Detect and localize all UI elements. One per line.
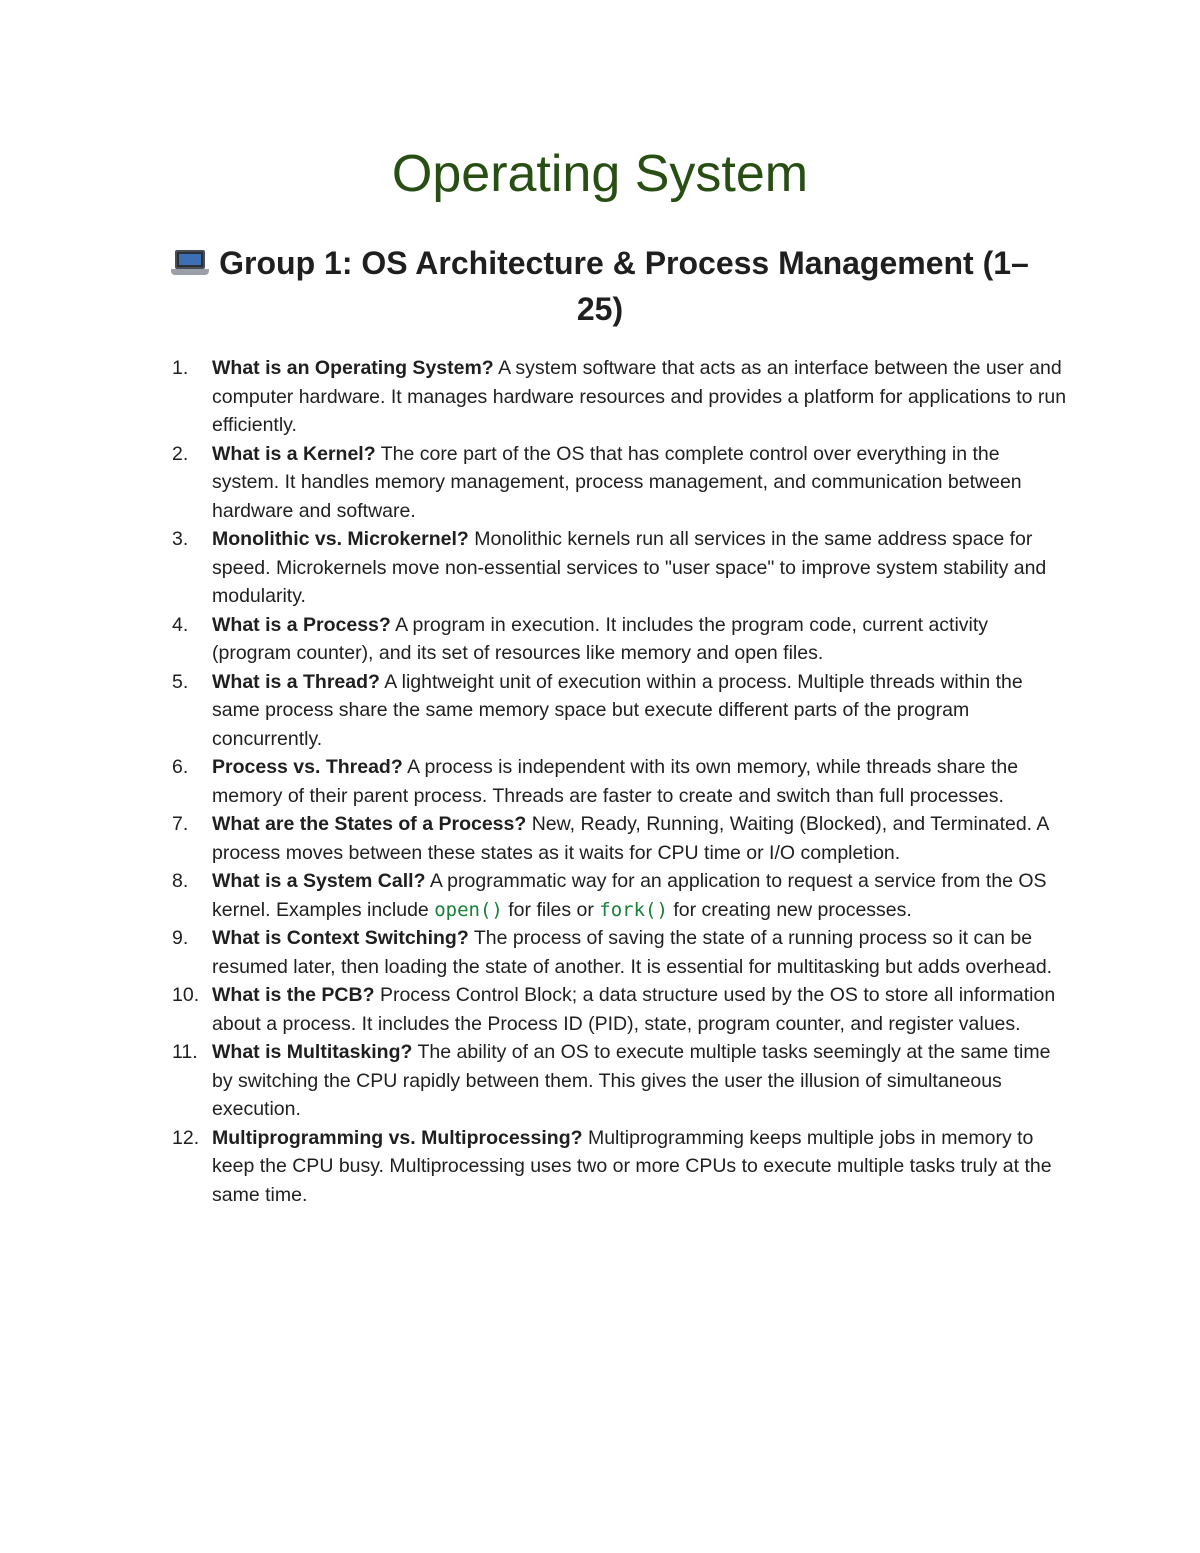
code-fork: fork() xyxy=(599,898,668,921)
list-item xyxy=(172,753,1072,810)
item-answer: A process is independent with its own memory, while threads share the memory of their parent process. Threads are faster to create and switch than full processes. xyxy=(212,756,1019,807)
list-item xyxy=(172,1124,1072,1210)
item-question: What is Multitasking? xyxy=(212,1041,413,1063)
laptop-icon xyxy=(171,250,209,276)
item-answer: New, Ready, Running, Waiting (Blocked), and Terminated. A process moves between these states as it waits for CPU time or I/O completion. xyxy=(212,813,1049,864)
list-item xyxy=(172,668,1072,754)
item-number: 4. xyxy=(172,613,189,636)
item-number: 3. xyxy=(172,528,189,550)
item-answer-part: A programmatic way for an application to request a service from the OS kernel. Examples include xyxy=(212,870,1047,921)
item-number: 8. xyxy=(172,870,189,892)
list-item xyxy=(172,354,1072,440)
item-question: Process vs. Thread? xyxy=(212,756,403,778)
list-item xyxy=(172,525,1072,611)
list-item xyxy=(172,440,1072,526)
item-question: What are the States of a Process? xyxy=(212,813,527,835)
section-heading-text: Group 1: OS Architecture & Process Management (1–25) xyxy=(219,245,1029,327)
question-list xyxy=(172,354,1072,1209)
list-item xyxy=(172,1038,1072,1124)
document-title: Operating System xyxy=(391,145,809,203)
list-item xyxy=(172,810,1072,867)
item-question: What is an Operating System? xyxy=(212,357,494,379)
item-number: 11. xyxy=(172,1041,198,1063)
item-number: 2. xyxy=(172,442,189,465)
item-question: What is the PCB? xyxy=(212,984,375,1006)
item-answer: The core part of the OS that has complete control over everything in the system. It handles memory management, process management, and communication between hardware and software. xyxy=(212,442,1022,522)
code-open: open() xyxy=(434,898,503,921)
item-answer: A lightweight unit of execution within a process. Multiple threads within the same process share the same memory space but execute different parts of the program concurrently. xyxy=(212,670,1023,750)
item-number: 1. xyxy=(172,357,189,379)
item-number: 6. xyxy=(172,756,189,778)
section-heading xyxy=(150,240,1050,332)
item-number: 7. xyxy=(172,813,189,835)
item-question: Multiprogramming vs. Multiprocessing? xyxy=(212,1126,583,1149)
item-answer: Monolithic kernels run all services in the same address space for speed. Microkernels move non-essential services to "user space" to improve system stability and modularity. xyxy=(212,528,1047,607)
list-item xyxy=(172,924,1072,981)
item-answer: Process Control Block; a data structure used by the OS to store all information about a process. It includes the Process ID (PID), state, program counter, and register values. xyxy=(212,984,1056,1035)
item-answer: The process of saving the state of a running process so it can be resumed later, then loading the state of another. It is essential for multitasking but adds overhead. xyxy=(212,927,1053,978)
item-number: 10. xyxy=(172,984,200,1006)
list-item xyxy=(172,981,1072,1038)
item-question: What is a Thread? xyxy=(212,670,380,693)
list-item xyxy=(172,611,1072,668)
list-item xyxy=(172,867,1072,924)
item-answer: Multiprogramming keeps multiple jobs in memory to keep the CPU busy. Multiprocessing uses two or more CPUs to execute multiple tasks truly at the same time. xyxy=(212,1126,1052,1206)
item-answer: The ability of an OS to execute multiple tasks seemingly at the same time by switching the CPU rapidly between them. This gives the user the illusion of simultaneous execution. xyxy=(212,1041,1051,1120)
item-answer-part: for files or xyxy=(508,898,594,921)
item-question: What is Context Switching? xyxy=(212,927,469,949)
item-question: What is a Kernel? xyxy=(212,442,376,465)
item-number: 9. xyxy=(172,927,189,949)
item-number: 5. xyxy=(172,670,189,693)
item-question: What is a Process? xyxy=(212,613,391,636)
item-question: Monolithic vs. Microkernel? xyxy=(212,528,469,550)
item-number: 12. xyxy=(172,1126,200,1149)
item-answer: A system software that acts as an interface between the user and computer hardware. It manages hardware resources and provides a platform for applications to run efficiently. xyxy=(212,357,1067,436)
item-answer: A program in execution. It includes the program code, current activity (program counter), and its set of resources like memory and open files. xyxy=(212,613,989,664)
item-question: What is a System Call? xyxy=(212,870,426,892)
item-answer-part: for creating new processes. xyxy=(673,898,912,921)
